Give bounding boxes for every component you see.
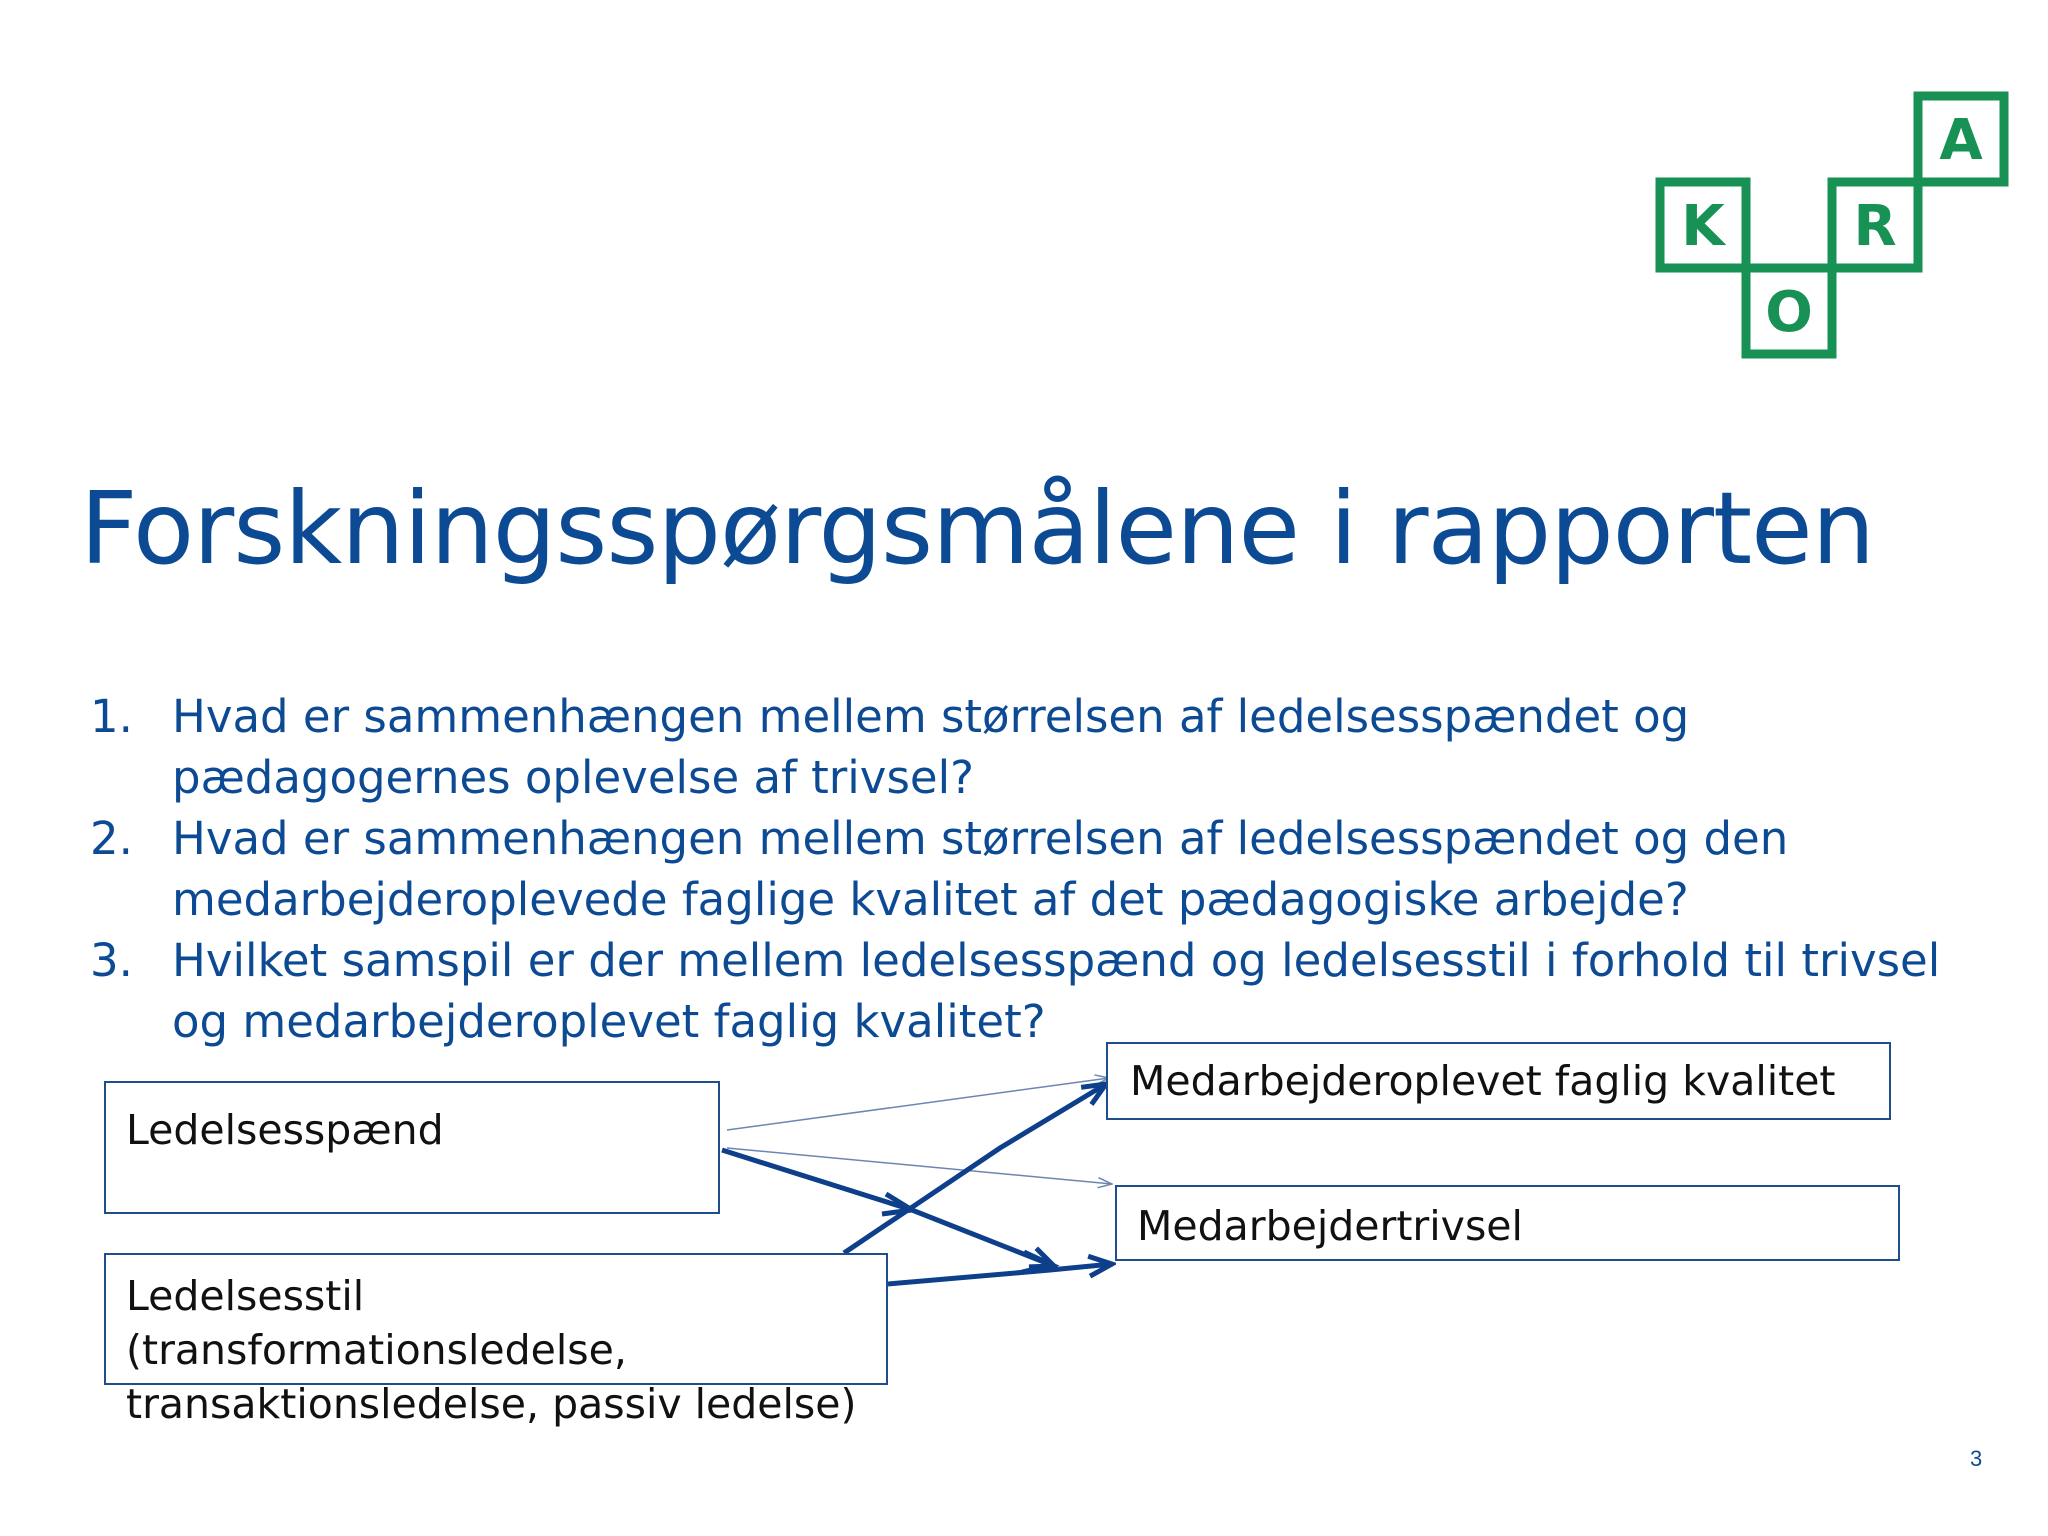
question-text-line: Hvad er sammenhængen mellem størrelsen af ledelsesspændet og xyxy=(172,690,1690,743)
node-ledelsesstil xyxy=(104,1253,888,1428)
node-medarbejdertrivsel xyxy=(1115,1185,1900,1261)
edge-span-to-quality-thin xyxy=(727,1078,1109,1130)
question-text-line: Hvad er sammenhængen mellem størrelsen af ledelsesspændet og den xyxy=(172,812,1789,865)
logo-letter-r: R xyxy=(1853,194,1897,259)
question-text-line: medarbejderoplevede faglige kvalitet af det pædagogiske arbejde? xyxy=(172,873,1689,926)
edge-style-to-wellbeing-thick xyxy=(888,1264,1112,1284)
node-label: Medarbejderoplevet faglig kvalitet xyxy=(1130,1057,1836,1105)
slide-title: Forskningsspørgsmålene i rapporten xyxy=(80,470,1875,587)
page-number: 3 xyxy=(1970,1446,1983,1471)
question-text-line: og medarbejderoplevet faglig kvalitet? xyxy=(172,995,1046,1048)
edge-span-to-wellbeing-thick xyxy=(722,1150,1054,1266)
node-label: transaktionsledelse, passiv ledelse) xyxy=(126,1380,857,1428)
question-text-line: pædagogernes oplevelse af trivsel? xyxy=(172,751,974,804)
node-label: Medarbejdertrivsel xyxy=(1137,1202,1523,1250)
question-number: 2. xyxy=(90,812,133,865)
node-label: Ledelsesspænd xyxy=(126,1106,444,1154)
edge-span-to-wellbeing-thin xyxy=(727,1148,1112,1184)
question-number: 3. xyxy=(90,934,133,987)
node-label: Ledelsesstil (transformationsledelse, xyxy=(126,1272,627,1374)
logo-letter-k: K xyxy=(1681,194,1725,259)
node-ledelsesspaend xyxy=(104,1081,720,1214)
node-faglig-kvalitet xyxy=(1106,1042,1891,1120)
logo-letter-o: O xyxy=(1765,280,1813,345)
question-text-line: Hvilket samspil er der mellem ledelsesspænd og ledelsesstil i forhold til trivsel xyxy=(172,934,1941,987)
logo-letter-a: A xyxy=(1939,108,1983,173)
question-number: 1. xyxy=(90,690,133,743)
